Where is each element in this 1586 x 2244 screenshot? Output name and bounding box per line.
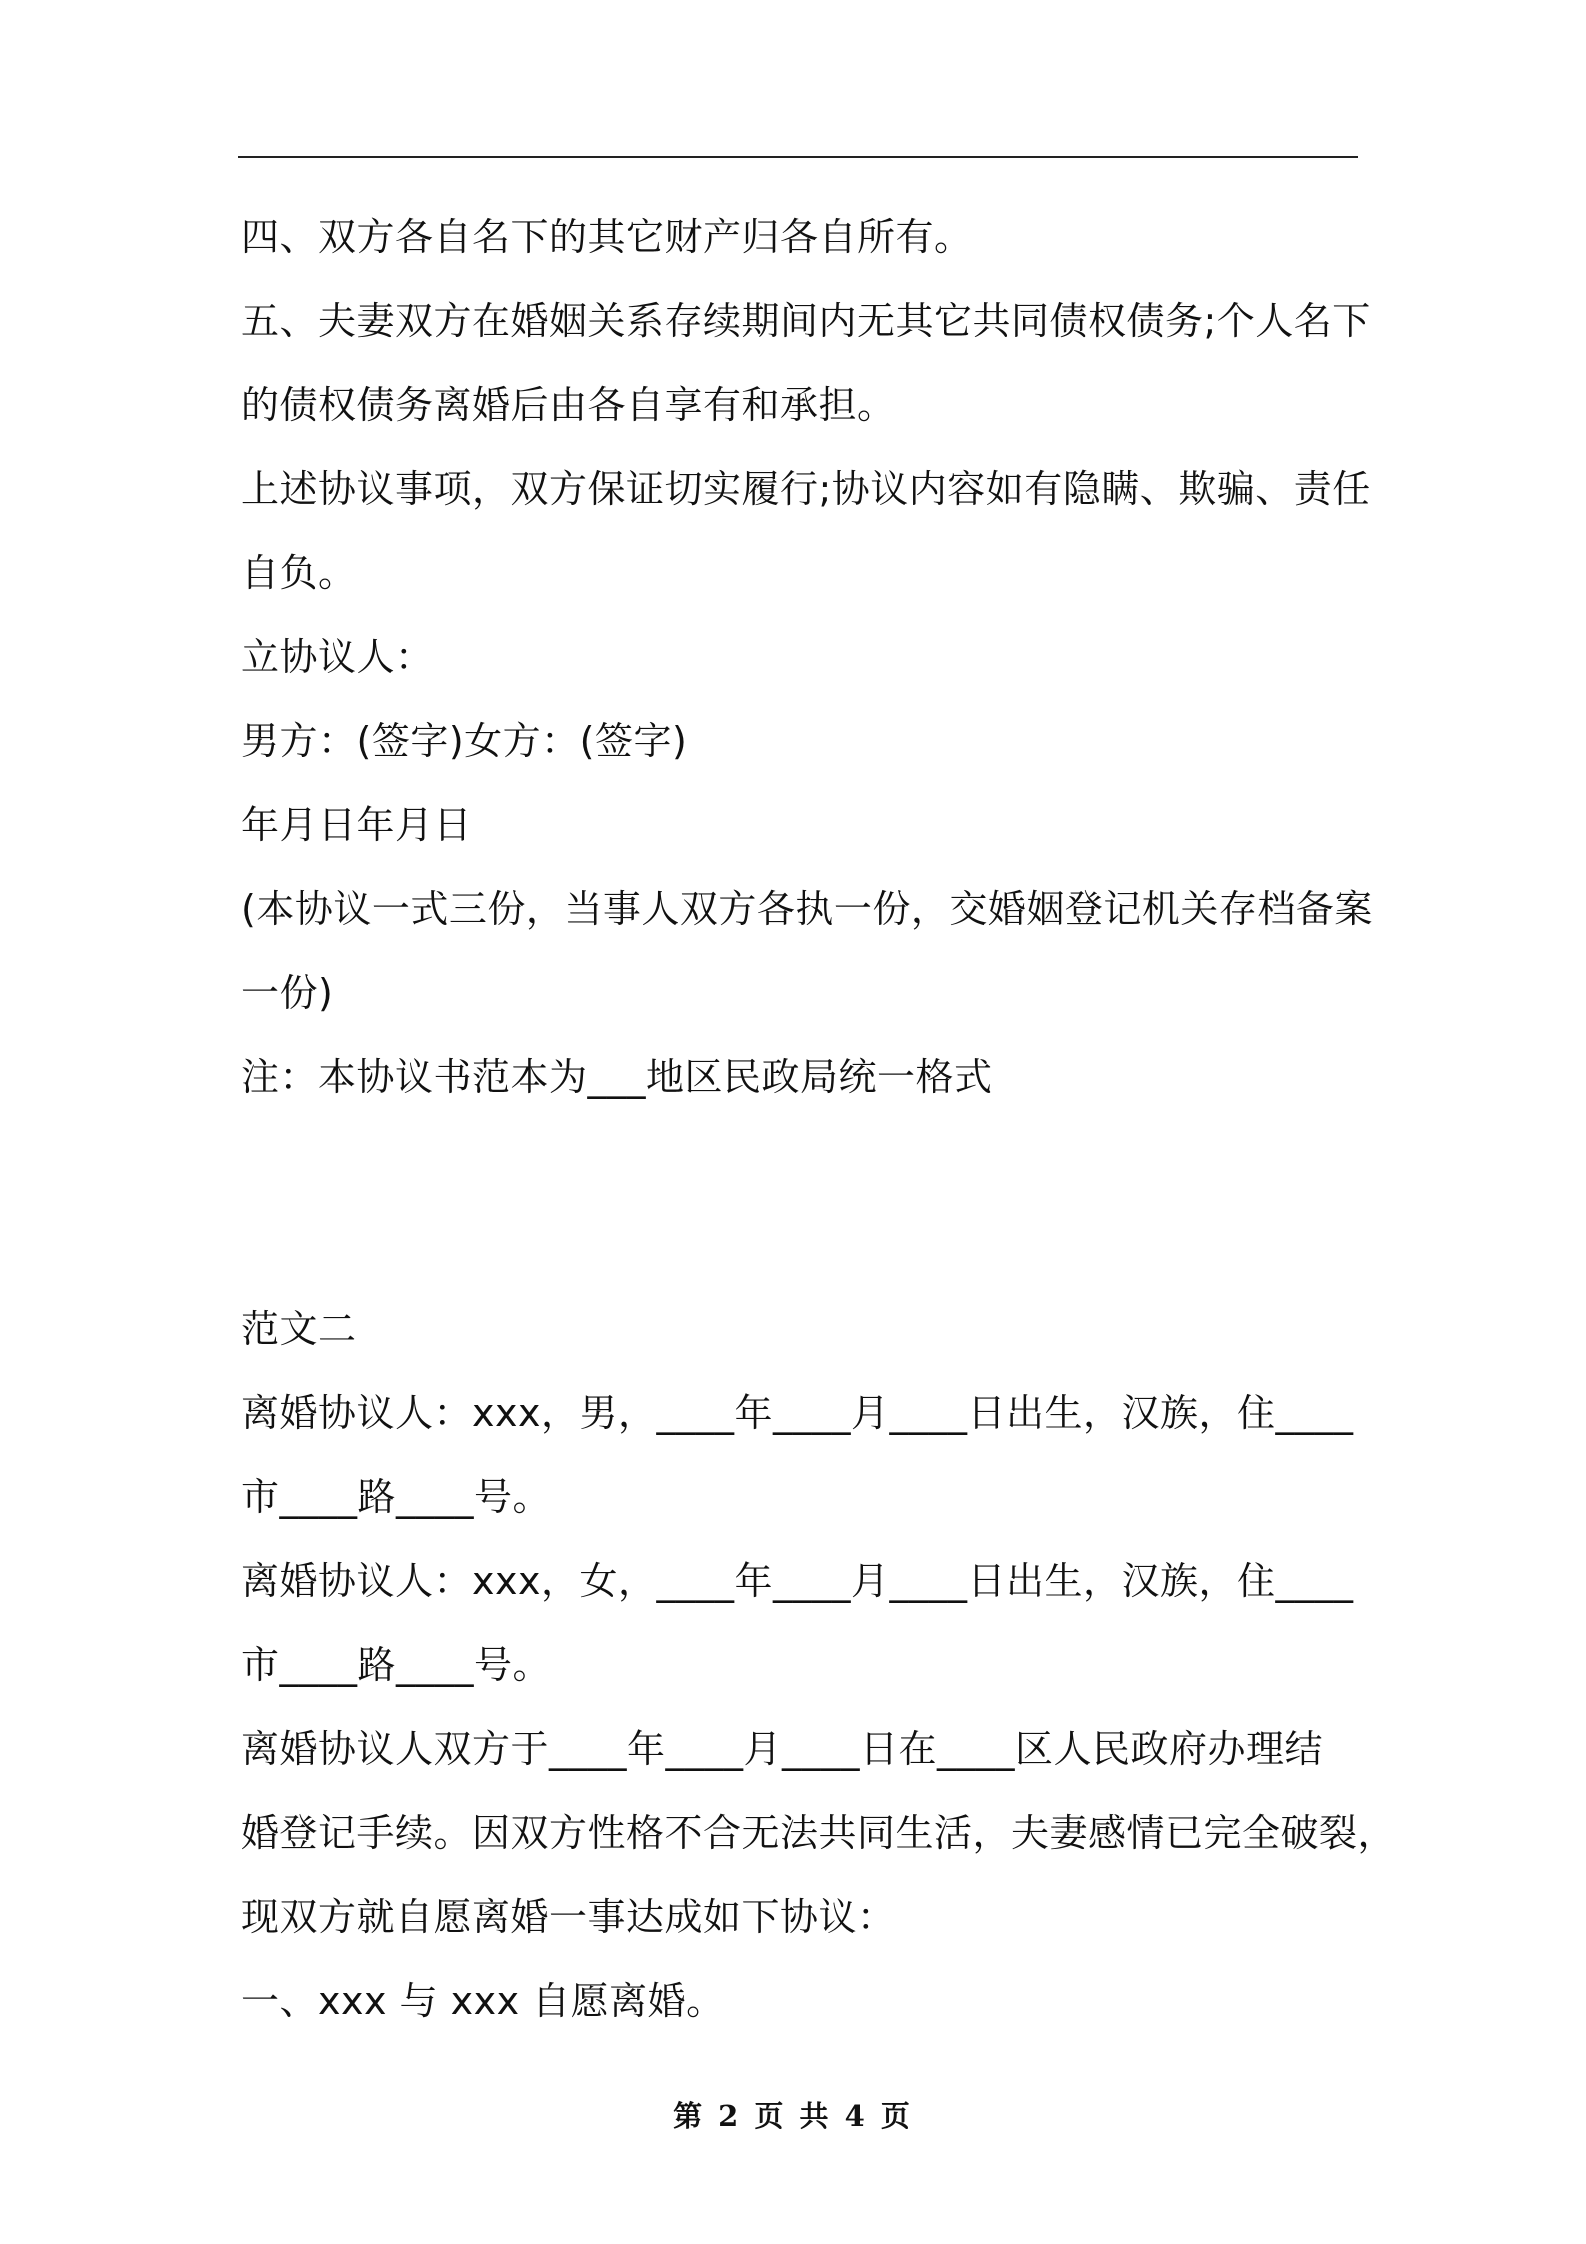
- paragraph-line: 上述协议事项，双方保证切实履行;协议内容如有隐瞒、欺骗、责任: [241, 467, 1371, 511]
- paragraph-line: 离婚协议人双方于____年____月____日在____区人民政府办理结: [241, 1727, 1324, 1771]
- paragraph-line: 现双方就自愿离婚一事达成如下协议：: [241, 1895, 896, 1939]
- header-rule: [238, 156, 1358, 158]
- paragraph-line: 的债权债务离婚后由各自享有和承担。: [241, 383, 896, 427]
- signatory-label: 立协议人：: [241, 635, 434, 679]
- paragraph-line: 一、xxx 与 xxx 自愿离婚。: [241, 1979, 725, 2023]
- document-body: [241, 195, 1397, 2043]
- paragraph-line: 市____路____号。: [241, 1475, 552, 1519]
- date-line: 年月日年月日: [241, 803, 473, 847]
- paragraph-line: 离婚协议人：xxx，女，____年____月____日出生，汉族，住____: [241, 1559, 1354, 1603]
- paragraph-line: 婚登记手续。因双方性格不合无法共同生活，夫妻感情已完全破裂，: [241, 1811, 1397, 1855]
- paragraph-line: 自负。: [241, 551, 357, 595]
- page-indicator: 第 2 页 共 4 页: [673, 2099, 913, 2133]
- note-line: 注：本协议书范本为___地区民政局统一格式: [241, 1055, 993, 1099]
- paragraph-line: 五、夫妻双方在婚姻关系存续期间内无其它共同债权债务;个人名下: [241, 299, 1371, 343]
- paragraph-line: 离婚协议人：xxx，男，____年____月____日出生，汉族，住____: [241, 1391, 1354, 1435]
- paragraph-line: (本协议一式三份，当事人双方各执一份，交婚姻登记机关存档备案: [241, 887, 1373, 931]
- section-spacer: [241, 1119, 1361, 1287]
- signature-line: 男方：(签字)女方：(签字): [241, 719, 688, 763]
- paragraph-line: 四、双方各自名下的其它财产归各自所有。: [241, 215, 973, 259]
- section-title: 范文二: [241, 1307, 357, 1351]
- paragraph-line: 市____路____号。: [241, 1643, 552, 1687]
- paragraph-line: 一份): [241, 971, 334, 1015]
